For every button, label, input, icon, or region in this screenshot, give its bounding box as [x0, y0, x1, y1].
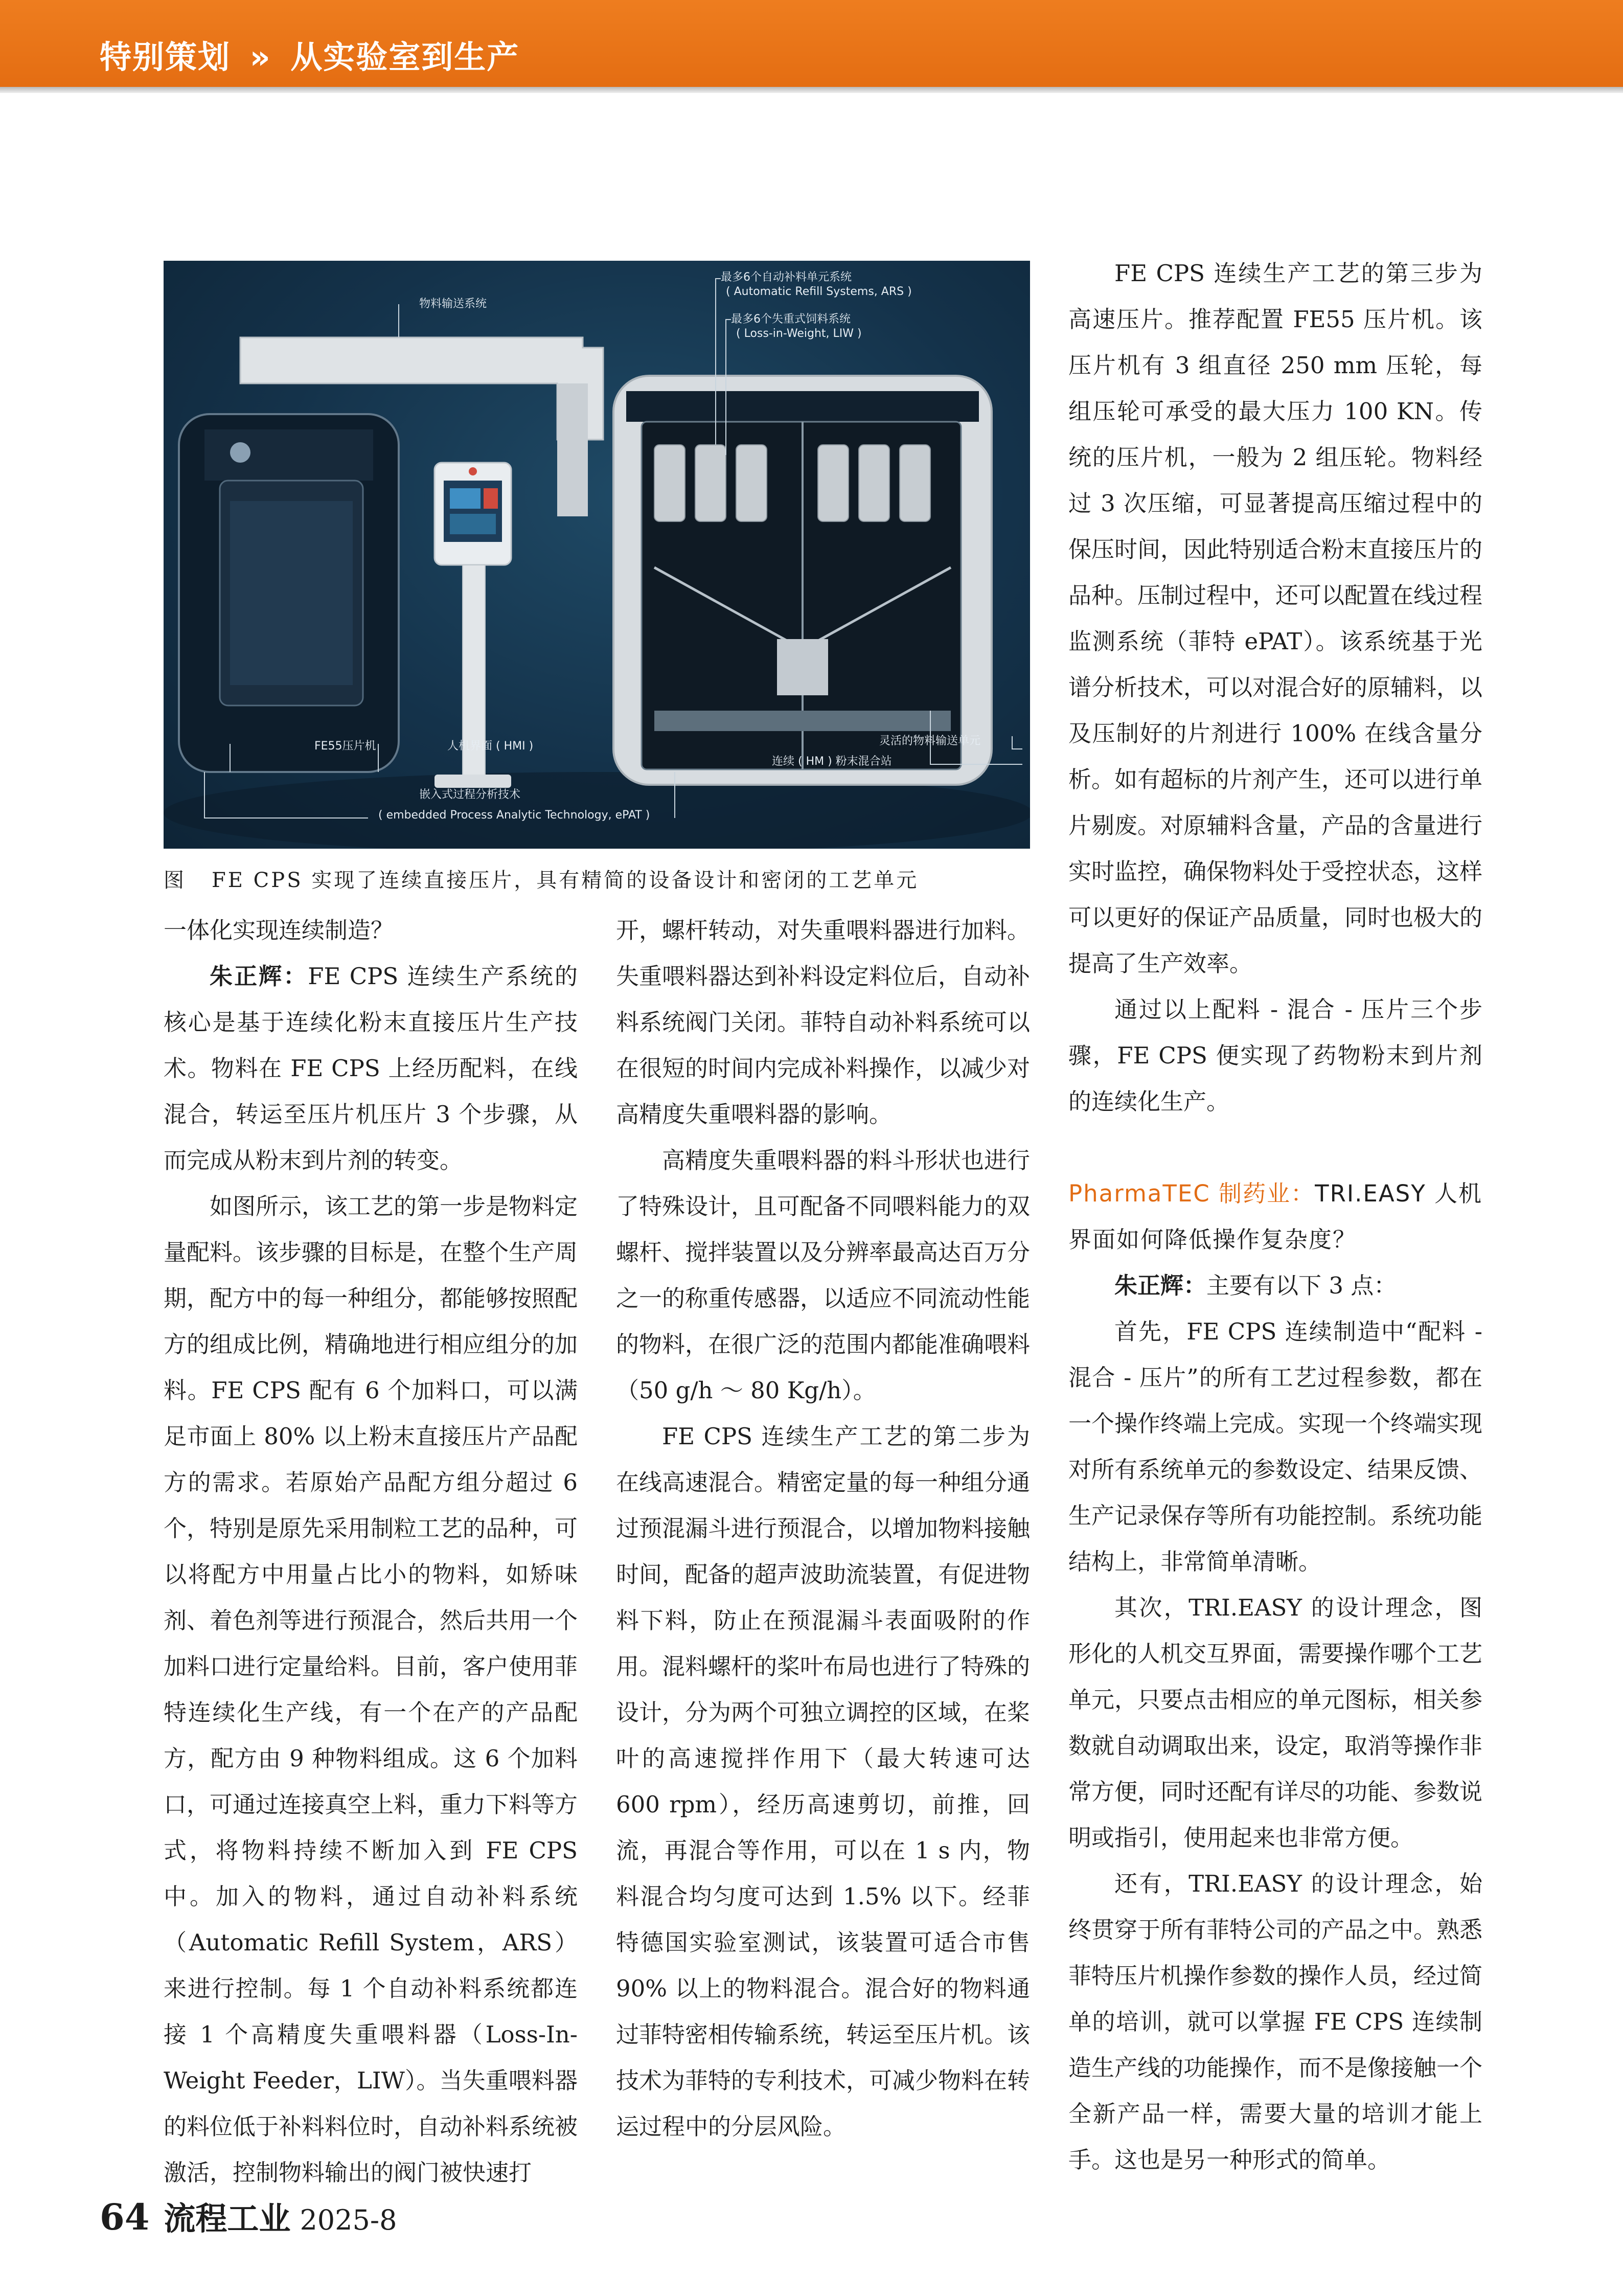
left-paragraph-1	[164, 953, 578, 1184]
callout-liw-en: ( Loss-in-Weight, LIW )	[736, 327, 862, 340]
separator-icon: »	[249, 38, 271, 76]
left-paragraph-2: 如图所示，该工艺的第一步是物料定量配料。该步骤的目标是，在整个生产周期，配方中的每一种组分，都能够按照配方的组成比例，精确地进行相应组分的加料。FE CPS 配有 6 个加料口，可以满足市面上 80% 以上粉末直接压片产品配方的需求。若原始产品配方组分超过 6 个，特别是原先采用制粒工艺的品种，可以将配方中用量占比小的物料，如矫味剂、着色剂等进行预混合，然后共用一个加料口进行定量给料。目前，客户使用菲特连续化生产线，有一个在产的产品配方，配方由 9 种物料组成。这 6 个加料口，可通过连接真空上料，重力下料等方式，将物料持续不断加入到 FE CPS 中。加入的物料，通过自动补料系统（Automatic Refill System，ARS）来进行控制。每 1 个自动补料系统都连接 1 个高精度失重喂料器（Loss-In-Weight Feeder，LIW）。当失重喂料器的料位低于补料料位时，自动补料系统被激活，控制物料输出的阀门被快速打	[164, 1193, 578, 2186]
middle-paragraph-2: 高精度失重喂料器的料斗形状也进行了特殊设计，且可配备不同喂料能力的双螺杆、搅拌装置以及分辨率最高达百万分之一的称重传感器，以适应不同流动性能的物料，在很广泛的范围内都能准确喂料（50 g/h ～ 80 Kg/h）。	[616, 1147, 1031, 1404]
middle-paragraph-3: FE CPS 连续生产工艺的第二步为在线高速混合。精密定量的每一种组分通过预混漏斗进行预混合，以增加物料接触时间，配备的超声波助流装置，有促进物料下料，防止在预混漏斗表面吸附的作用。混料螺杆的桨叶布局也进行了特殊的设计，分为两个可独立调控的区域，在桨叶的高速搅拌作用下（最大转速可达 600 rpm），经历高速剪切，前推，回流，再混合等作用，可以在 1 s 内，物料混合均匀度可达到 1.5% 以下。经菲特德国实验室测试，该装置可适合市售 90% 以上的物料混合。混合好的物料通过菲特密相传输系统，转运至压片机。该技术为菲特的专利技术，可减少物料在转运过程中的分层风险。	[616, 1423, 1031, 2140]
page-footer	[100, 2193, 397, 2239]
callout-mixing-station: 连续 ( HM ) 粉末混合站	[772, 755, 892, 768]
right-paragraph-1: FE CPS 连续生产工艺的第三步为高速压片。推荐配置 FE55 压片机。该压片机有 3 组直径 250 mm 压轮，每组压轮可承受的最大压力 100 KN。传统的压片机，一般为 2 组压轮。物料经过 3 次压缩，可显著提高压缩过程中的保压时间，因此特别适合粉末直接压片的品种。压制过程中，还可以配置在线过程监测系统（菲特 ePAT）。该系统基于光谱分析技术，可以对混合好的原辅料，以及压制好的片剂进行 100% 在线含量分析。如有超标的片剂产生，还可以进行单片剔废。对原辅料含量，产品的含量进行实时监控，确保物料处于受控状态，这样可以更好的保证产品质量，同时也极大的提高了生产效率。	[1068, 260, 1483, 977]
left-paragraph-1-text: FE CPS 连续生产系统的核心是基于连续化粉末直接压片生产技术。物料在 FE CPS 上经历配料，在线混合，转运至压片机压片 3 个步骤，从而完成从粉末到片剂的转变。	[164, 963, 578, 1174]
answer-intro	[1068, 1263, 1482, 1309]
middle-paragraph-1: 开，螺杆转动，对失重喂料器进行加料。失重喂料器达到补料设定料位后，自动补料系统阀门关闭。菲特自动补料系统可以在很短的时间内完成补料操作，以减少对高精度失重喂料器的影响。	[616, 917, 1031, 1128]
right-column	[1068, 251, 1482, 2183]
section-title	[100, 32, 519, 77]
figure-caption-label: 图	[164, 869, 186, 892]
figure-caption	[164, 864, 1030, 893]
callout-ars-cn: 最多6个自动补料单元系统	[721, 271, 852, 284]
callout-material-conveying: 物料输送系统	[419, 298, 487, 310]
interview-question	[1068, 1171, 1482, 1263]
callout-flexible-transfer: 灵活的物料输送单元	[879, 735, 981, 747]
header-divider	[0, 87, 1623, 93]
callout-hmi: 人机界面 ( HMI )	[447, 740, 534, 753]
callout-epat-cn: 嵌入式过程分析技术	[419, 788, 521, 801]
speaker-name: 朱正辉：	[1114, 1272, 1207, 1299]
left-paragraph-0: 一体化实现连续制造？	[164, 917, 394, 944]
question-text: TRI.EASY 人机界面如何降低操作复杂度？	[1068, 1180, 1483, 1253]
magazine-name: 流程工业	[164, 2200, 291, 2237]
right-paragraph-4: 其次，TRI.EASY 的设计理念，图形化的人机交互界面，需要操作哪个工艺单元，只要点击相应的单元图标，相关参数就自动调取出来，设定，取消等操作非常方便，同时还配有详尽的功能、参数说明或指引，使用起来也非常方便。	[1068, 1594, 1483, 1851]
equipment-illustration	[164, 261, 1030, 849]
callout-ars-en: ( Automatic Refill Systems, ARS )	[726, 285, 912, 298]
paragraph-spacer	[1068, 1125, 1482, 1171]
right-paragraph-2: 通过以上配料 - 混合 - 压片三个步骤，FE CPS 便实现了药物粉末到片剂的连续化生产。	[1068, 996, 1482, 1115]
issue-number: 2025-8	[300, 2204, 397, 2236]
section-topic: 从实验室到生产	[290, 38, 520, 76]
callout-fe55: FE55压片机	[314, 740, 376, 753]
callout-liw-cn: 最多6个失重式饲料系统	[731, 313, 851, 326]
answer-intro-text: 主要有以下 3 点：	[1206, 1272, 1397, 1299]
right-paragraph-5: 还有，TRI.EASY 的设计理念，始终贯穿于所有菲特公司的产品之中。熟悉菲特压片机操作参数的操作人员，经过简单的培训，就可以掌握 FE CPS 连续制造生产线的功能操作，而不是像接触一个全新产品一样，需要大量的培训才能上手。这也是另一种形式的简单。	[1068, 1870, 1483, 2173]
left-column	[164, 907, 578, 2196]
speaker-name: 朱正辉：	[210, 963, 308, 990]
section-name: 特别策划	[100, 38, 231, 76]
middle-column	[616, 907, 1030, 2150]
section-header	[0, 0, 1623, 87]
page-number: 64	[100, 2196, 150, 2238]
question-prefix: PharmaTEC 制药业：	[1068, 1180, 1315, 1207]
right-paragraph-3: 首先，FE CPS 连续制造中“配料 - 混合 - 压片”的所有工艺过程参数，都在一个操作终端上完成。实现一个终端实现对所有系统单元的参数设定、结果反馈、生产记录保存等所有功能控制。系统功能结构上，非常简单清晰。	[1068, 1318, 1483, 1575]
figure-caption-text: FE CPS 实现了连续直接压片，具有精简的设备设计和密闭的工艺单元	[212, 869, 919, 892]
equipment-figure	[164, 261, 1030, 849]
callout-epat-en: ( embedded Process Analytic Technology, ePAT )	[378, 809, 650, 822]
